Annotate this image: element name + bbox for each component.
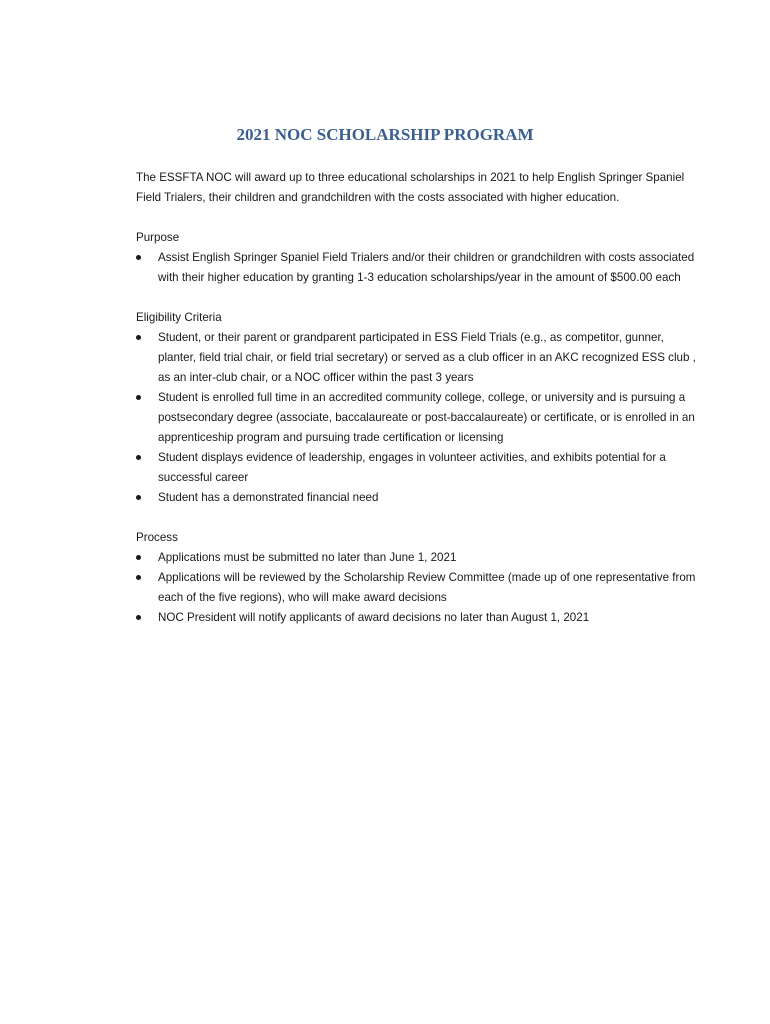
- purpose-list: [136, 248, 696, 288]
- bullet-icon: [136, 255, 141, 260]
- document-title: 2021 NOC SCHOLARSHIP PROGRAM: [236, 125, 534, 144]
- list-item: [136, 608, 696, 628]
- list-item-text: Assist English Springer Spaniel Field Trialers and/or their children or grandchildren with costs associated with their higher education by granting 1-3 education scholarships/year in the amount of $500.00 each: [158, 251, 695, 284]
- process-list: [136, 548, 696, 628]
- list-item-text: Student displays evidence of leadership, engages in volunteer activities, and exhibits potential for a successful career: [158, 451, 666, 484]
- list-item: [136, 248, 696, 288]
- bullet-icon: [136, 555, 141, 560]
- document-body: [136, 168, 696, 648]
- list-item: [136, 568, 696, 608]
- eligibility-list: [136, 328, 696, 508]
- list-item: [136, 328, 696, 388]
- bullet-icon: [136, 455, 141, 460]
- list-item: [136, 548, 696, 568]
- list-item: [136, 488, 696, 508]
- bullet-icon: [136, 575, 141, 580]
- bullet-icon: [136, 395, 141, 400]
- list-item-text: NOC President will notify applicants of award decisions no later than August 1, 2021: [158, 611, 590, 624]
- list-item: [136, 448, 696, 488]
- list-item-text: Student, or their parent or grandparent participated in ESS Field Trials (e.g., as competitor, gunner, planter, field trial chair, or field trial secretary) or served as a club officer in an AKC recognized ESS club , as an inter-club chair, or a NOC officer within the past 3 years: [158, 331, 696, 384]
- list-item: [136, 388, 696, 448]
- list-item-text: Applications will be reviewed by the Scholarship Review Committee (made up of one representative from each of the five regions), who will make award decisions: [158, 571, 696, 604]
- list-item-text: Student has a demonstrated financial need: [158, 491, 379, 504]
- bullet-icon: [136, 495, 141, 500]
- bullet-icon: [136, 335, 141, 340]
- purpose-heading: Purpose: [136, 231, 180, 244]
- bullet-icon: [136, 615, 141, 620]
- list-item-text: Student is enrolled full time in an accredited community college, college, or university and is pursuing a postsecondary degree (associate, baccalaureate or post-baccalaureate) or certificate, or is enrolled in an apprenticeship program and pursuing trade certification or licensing: [158, 391, 695, 444]
- eligibility-heading: Eligibility Criteria: [136, 311, 222, 324]
- process-heading: Process: [136, 531, 178, 544]
- intro-paragraph: The ESSFTA NOC will award up to three educational scholarships in 2021 to help English Springer Spaniel Field Trialers, their children and grandchildren with the costs associated with higher education.: [136, 171, 685, 204]
- list-item-text: Applications must be submitted no later than June 1, 2021: [158, 551, 457, 564]
